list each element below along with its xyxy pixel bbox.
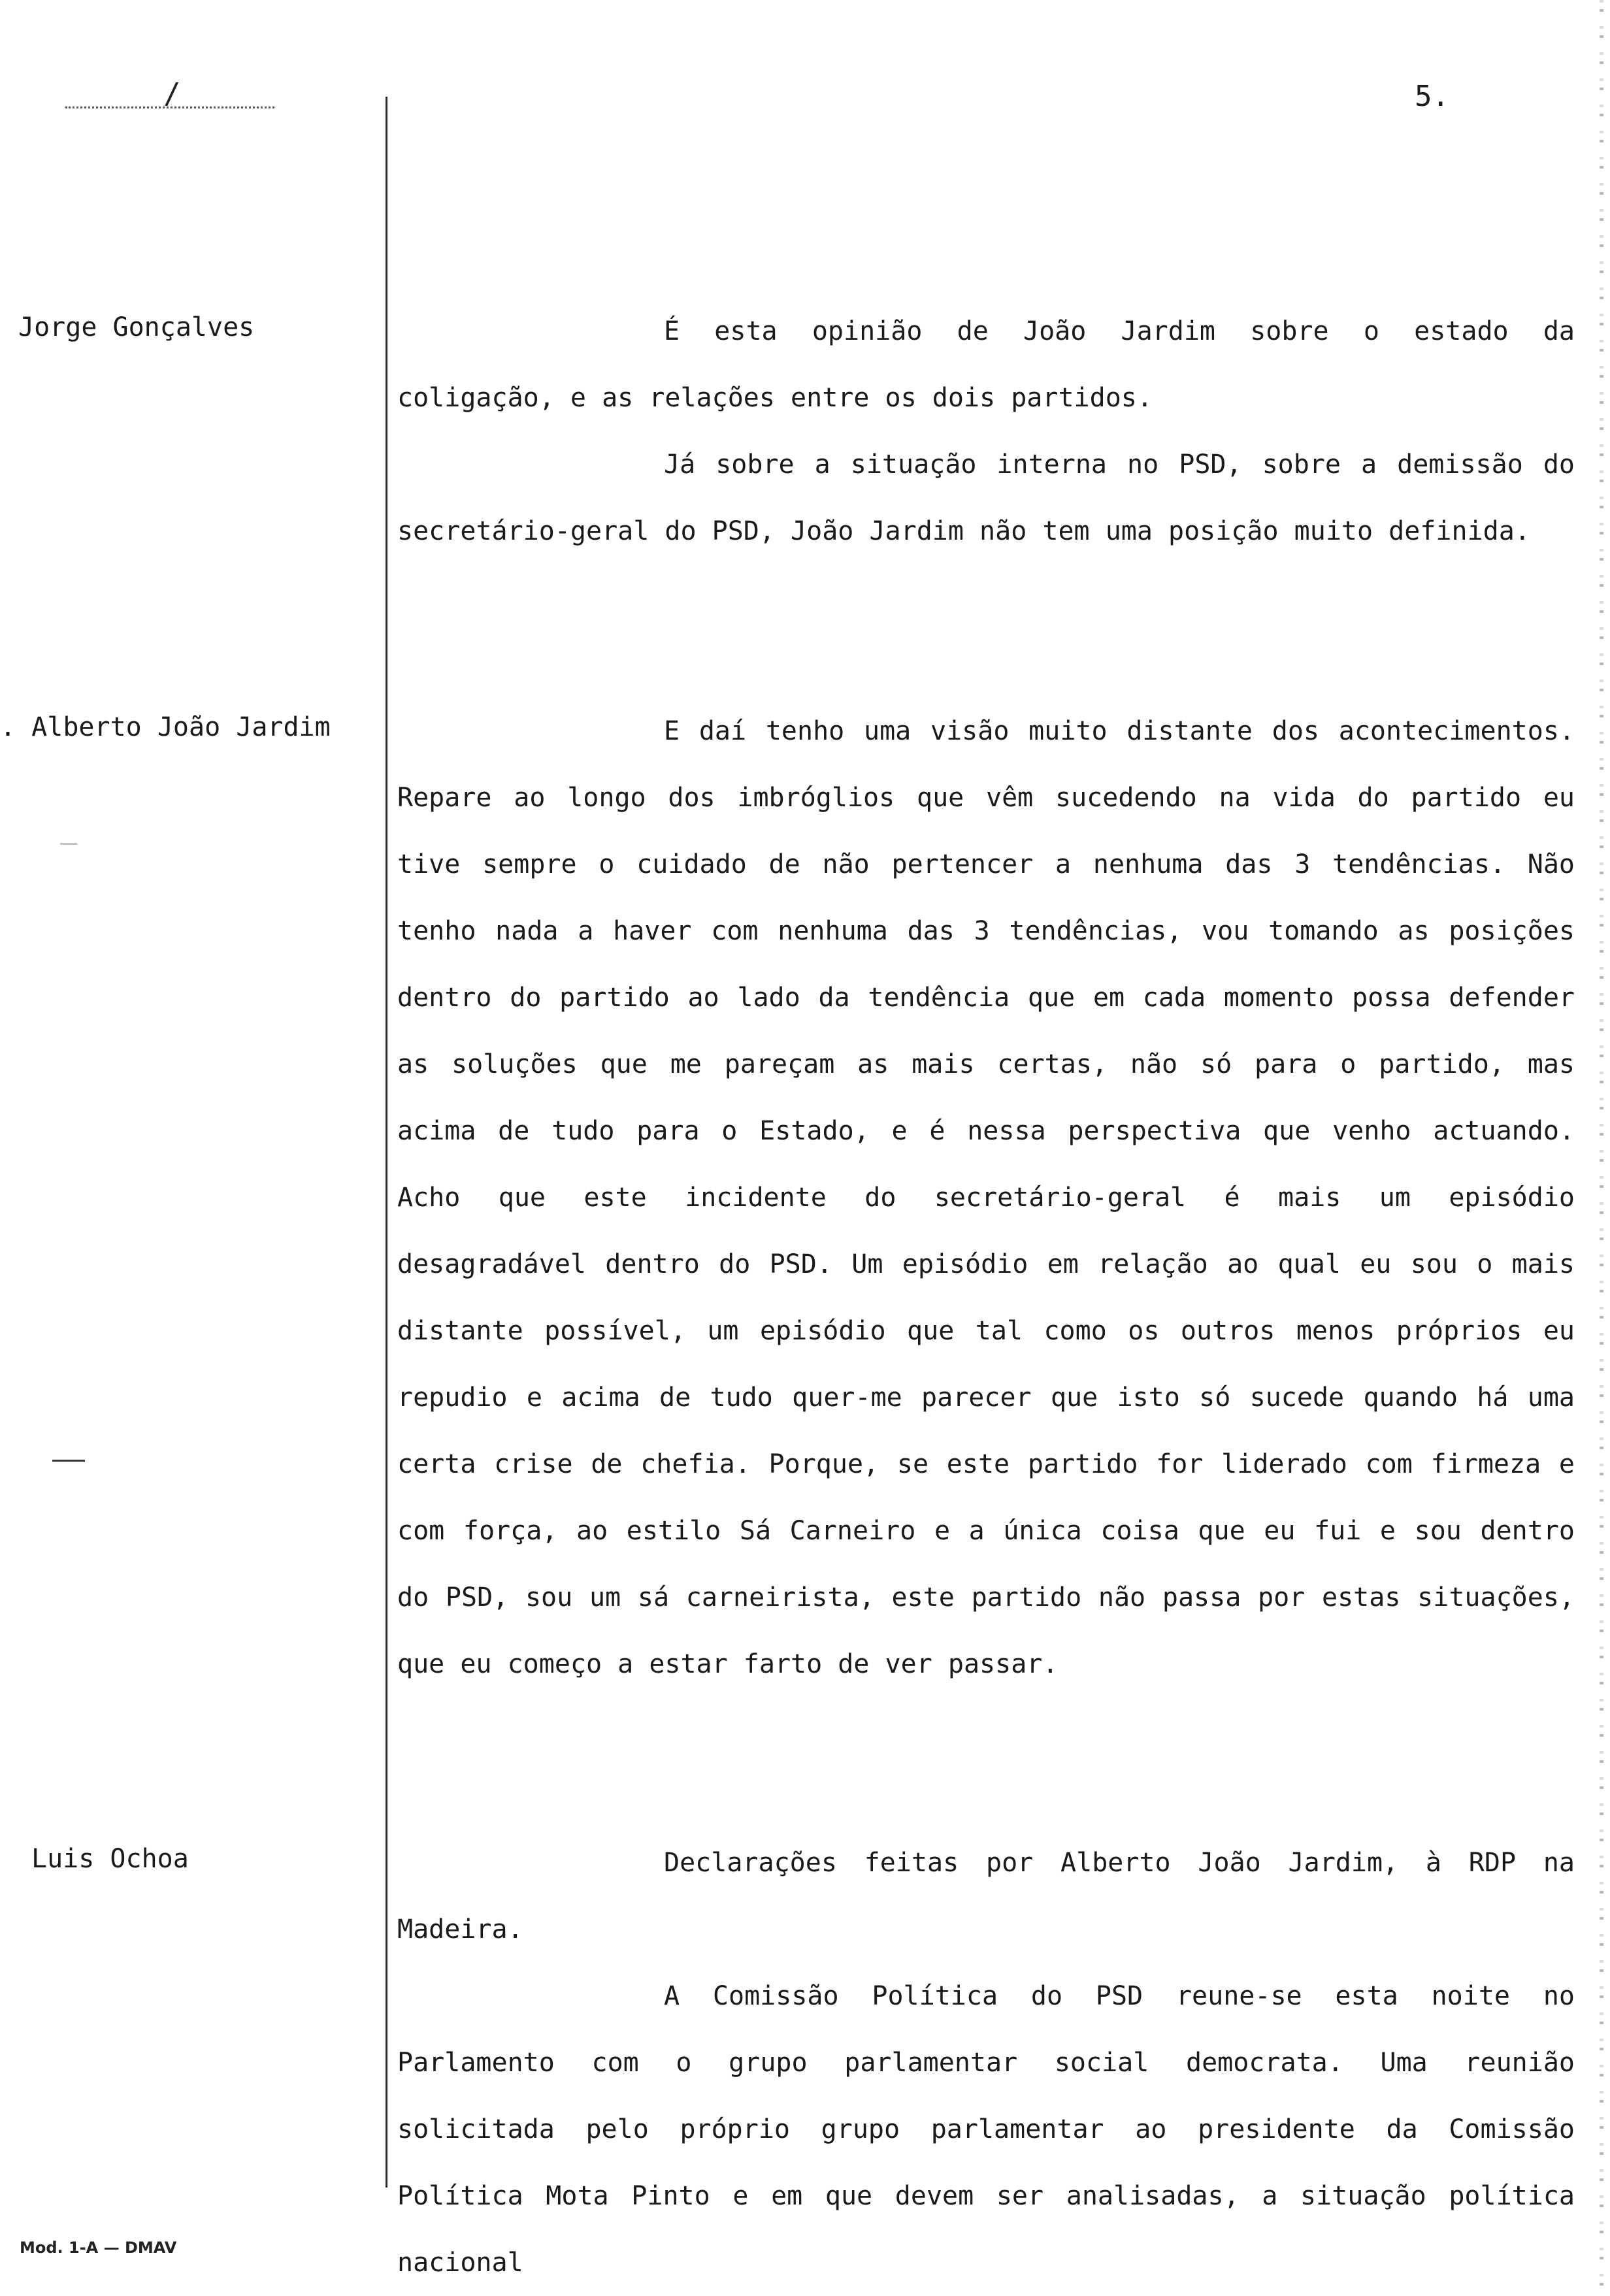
scan-edge xyxy=(1600,0,1603,2289)
paragraph: É esta opinião de João Jardim sobre o estado da coligação, e as relações entre os dois partidos. xyxy=(397,316,1575,413)
page-number: 5. xyxy=(1415,80,1449,113)
form-code: Mod. 1-A — DMAV xyxy=(20,2239,177,2257)
paragraph: Já sobre a situação interna no PSD, sobre a demissão do secretário-geral do PSD, João Jardim não tem uma posição muito definida. xyxy=(397,450,1575,546)
speech-block xyxy=(397,1829,1575,2296)
margin-mark xyxy=(60,843,77,845)
continuation-slash: / xyxy=(163,77,181,110)
paragraph: Declarações feitas por Alberto João Jardim, à RDP na Madeira. xyxy=(397,1848,1575,1944)
speech-block xyxy=(397,298,1575,565)
speaker-name: Jorge Gonçalves xyxy=(18,312,255,342)
paragraph: A Comissão Política do PSD reune-se esta noite no Parlamento com o grupo parlamentar social democrata. Uma reunião solicitada pelo próprio grupo parlamentar ao presidente da Comissão Política Mota Pinto e em que devem ser analisadas, a situação política nacional xyxy=(397,1981,1575,2278)
margin-mark xyxy=(52,1460,85,1462)
column-divider xyxy=(386,97,387,2188)
speaker-name: . Alberto João Jardim xyxy=(0,712,331,742)
speaker-name: Luis Ochoa xyxy=(31,1844,189,1874)
continuation-mark xyxy=(65,77,274,116)
speech-block xyxy=(397,698,1575,1697)
paragraph: E daí tenho uma visão muito distante dos acontecimentos. Repare ao longo dos imbróglios que vêm sucedendo na vida do partido eu tive sempre o cuidado de não pertencer a nenhuma das 3 tendências. Não tenho nada a haver com nenhuma das 3 tendências, vou tomando as posições dentro do partido ao lado da tendência que em cada momento possa defender as soluções que me pareçam as mais certas, não só para o partido, mas acima de tudo para o Estado, e é nessa perspectiva que venho actuando. Acho que este incidente do secretário-geral é mais um episódio desagradável dentro do PSD. Um episódio em relação ao qual eu sou o mais distante possível, um episódio que tal como os outros menos próprios eu repudio e acima de tudo quer-me parecer que isto só sucede quando há uma certa crise de chefia. Porque, se este partido for liderado com firmeza e com força, ao estilo Sá Carneiro e a única coisa que eu fui e sou dentro do PSD, sou um sá carneirista, este partido não passa por estas situações, que eu começo a estar farto de ver passar. xyxy=(397,716,1575,1679)
